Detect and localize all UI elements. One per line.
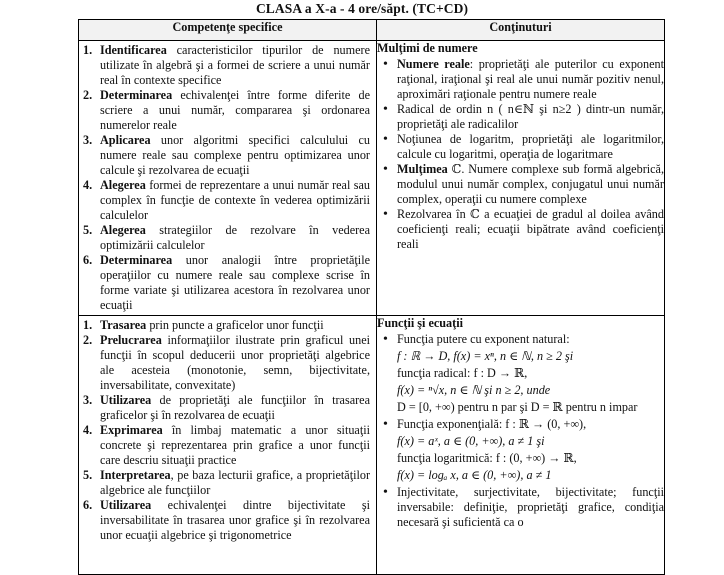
item-rest: ℂ. Numere complexe sub formă algebrică, modulul unui număr complex, conjugatul unui număr complex, operaţii cu numere complexe: [397, 162, 664, 206]
header-contents: Conţinuturi: [377, 20, 665, 41]
item-rest: , pe baza lecturii grafice, a proprietăţilor algebrice ale funcţiilor: [100, 468, 370, 497]
competence-item: [83, 393, 370, 423]
item-text: [100, 43, 370, 88]
item-keyword: Alegerea: [100, 178, 146, 192]
curriculum-table: [78, 19, 665, 575]
power-function-intro: Funcţia putere cu exponent natural:: [397, 332, 570, 346]
section-heading: Mulţimi de numere: [377, 41, 478, 55]
item-text: [100, 468, 370, 498]
item-number: 2.: [83, 333, 93, 347]
item-rest: prin puncte a graficelor unor funcţii: [146, 318, 324, 332]
item-number: 1.: [83, 43, 93, 57]
item-keyword: Utilizarea: [100, 498, 152, 512]
list-item: [379, 207, 664, 252]
item-rest: echivalenţei dintre bijectivitate şi inversabilitate în trasarea unor grafice şi în rezolvarea unor ecuaţii algebrice şi trigonometrice: [100, 498, 370, 542]
formula-line: f(x) = aˣ, a ∈ (0, +∞), a ≠ 1 şi: [397, 434, 545, 448]
table-row: [79, 316, 665, 575]
competence-item: [83, 43, 370, 88]
item-text: [100, 178, 370, 223]
list-item: • Injectivitate, surjectivitate, bijectivitate; funcţii inversabile: definiţie, proprietăţi grafice, condiţia necesară şi suficientă ca o: [379, 485, 664, 530]
item-number: 6.: [83, 253, 93, 267]
list-item: [379, 417, 664, 483]
item-keyword: Determinarea: [100, 253, 173, 267]
item-keyword: Mulţimea: [397, 162, 448, 176]
competences-cell: [79, 316, 377, 575]
item-number: 3.: [83, 393, 93, 407]
item-rest: Rezolvarea în ℂ a ecuaţiei de gradul al doilea având coeficienţi reali; ecuaţii bipătrate având coeficienţi reali: [397, 207, 664, 251]
item-number: 5.: [83, 468, 93, 482]
item-text: [100, 253, 370, 313]
item-keyword: Utilizarea: [100, 393, 152, 407]
item-text: [100, 133, 370, 178]
competence-item: [83, 253, 370, 313]
item-keyword: Interpretarea: [100, 468, 171, 482]
item-keyword: Determinarea: [100, 88, 173, 102]
list-item: [379, 57, 664, 102]
item-number: 5.: [83, 223, 93, 237]
formula-line: f(x) = ⁿ√x, n ∈ ℕ şi n ≥ 2, unde: [397, 383, 551, 397]
item-text: [100, 393, 370, 423]
section-heading: Funcţii şi ecuaţii: [377, 316, 463, 330]
exp-function-intro: Funcţia exponenţială: f : ℝ → (0, +∞),: [397, 417, 587, 431]
item-rest: Noţiunea de logaritm, proprietăţi ale logaritmilor, calcule cu logaritmi, operaţia de logaritmare: [397, 132, 664, 161]
item-text: [100, 423, 370, 468]
contents-list: [377, 332, 664, 530]
competences-cell: [79, 41, 377, 316]
competence-item: [83, 333, 370, 393]
list-item: [379, 102, 664, 132]
competence-item: [83, 498, 370, 543]
formula-line: funcţia radical: f : D → ℝ,: [397, 366, 528, 380]
list-item: [379, 162, 664, 207]
page-title: CLASA a X-a - 4 ore/săpt. (TC+CD): [255, 1, 469, 16]
list-item: [379, 132, 664, 162]
item-keyword: Numere reale: [397, 57, 470, 71]
competence-item: [83, 318, 370, 333]
item-number: 1.: [83, 318, 93, 332]
contents-cell: [377, 41, 665, 316]
item-text: [100, 333, 370, 393]
competence-item: [83, 223, 370, 253]
formula-line: D = [0, +∞) pentru n par şi D = ℝ pentru n impar: [397, 400, 638, 414]
item-keyword: Trasarea: [100, 318, 147, 332]
formula-line: funcţia logaritmică: f : (0, +∞) → ℝ,: [397, 451, 577, 465]
item-rest: în limbaj matematic a unor situaţii concrete şi reprezentarea prin grafice a unor funcţii care descriu situaţii practice: [100, 423, 370, 467]
formula-line: f(x) = logₐ x, a ∈ (0, +∞), a ≠ 1: [397, 468, 552, 482]
item-text: [100, 318, 370, 333]
item-keyword: Prelucrarea: [100, 333, 162, 347]
competence-item: [83, 133, 370, 178]
item-rest: formei de reprezentare a unui număr real sau complex în funcţie de contexte în vederea optimizării calculelor: [100, 178, 370, 222]
competence-item: [83, 423, 370, 468]
competences-list: [79, 316, 376, 545]
item-rest: Radical de ordin n ( n∈ℕ şi n≥2 ) dintr-un număr, proprietăţi ale radicalilor: [397, 102, 664, 131]
item-keyword: Alegerea: [100, 223, 146, 237]
item-rest: unor algoritmi specifici calculului cu numere reale sau complexe pentru optimizarea unor calcule şi rezolvarea de ecuaţii: [100, 133, 370, 177]
item-keyword: Identificarea: [100, 43, 167, 57]
item-keyword: Aplicarea: [100, 133, 151, 147]
competence-item: [83, 178, 370, 223]
contents-list: [377, 57, 664, 252]
table-row: [79, 41, 665, 316]
item-text: [100, 88, 370, 133]
item-rest: caracteristicilor tipurilor de numere utilizate în algebră şi a formei de scriere a unui număr real în contexte specifice: [100, 43, 370, 87]
item-rest: strategiilor de rezolvare în vederea optimizării calculelor: [100, 223, 370, 252]
item-text: [100, 498, 370, 543]
item-number: 3.: [83, 133, 93, 147]
formula-line: f : ℝ → D, f(x) = xⁿ, n ∈ ℕ, n ≥ 2 şi: [397, 349, 574, 363]
competence-item: [83, 468, 370, 498]
list-item: [379, 332, 664, 415]
item-text: [100, 223, 370, 253]
item-keyword: Exprimarea: [100, 423, 163, 437]
item-number: 6.: [83, 498, 93, 512]
item-number: 4.: [83, 178, 93, 192]
item-rest: : proprietăţi ale puterilor cu exponent raţional, iraţional şi real ale unui număr pozitiv nenul, aproximări raţionale pentru numere reale: [397, 57, 664, 101]
item-number: 4.: [83, 423, 93, 437]
competences-list: [79, 41, 376, 315]
contents-cell: [377, 316, 665, 575]
item-rest: unor analogii între proprietăţile operaţiilor cu numere reale sau complexe scrise în forme variate şi utilizarea acestora în rezolvarea unor ecuaţii: [100, 253, 370, 312]
header-competences: Competenţe specifice: [79, 20, 377, 41]
item-number: 2.: [83, 88, 93, 102]
item-rest: informaţiilor ilustrate prin graficul unei funcţii în scopul deducerii unor proprietăţi algebrice ale acesteia (monotonie, semn, bijectivitate, inversabilitate, convexitate): [100, 333, 370, 392]
item-rest: echivalenţei între forme diferite de scriere a unui număr, compararea şi ordonarea numerelor reale: [100, 88, 370, 132]
competence-item: [83, 88, 370, 133]
item-rest: de proprietăţi ale funcţiilor în trasarea graficelor şi în rezolvarea de ecuaţii: [100, 393, 370, 422]
